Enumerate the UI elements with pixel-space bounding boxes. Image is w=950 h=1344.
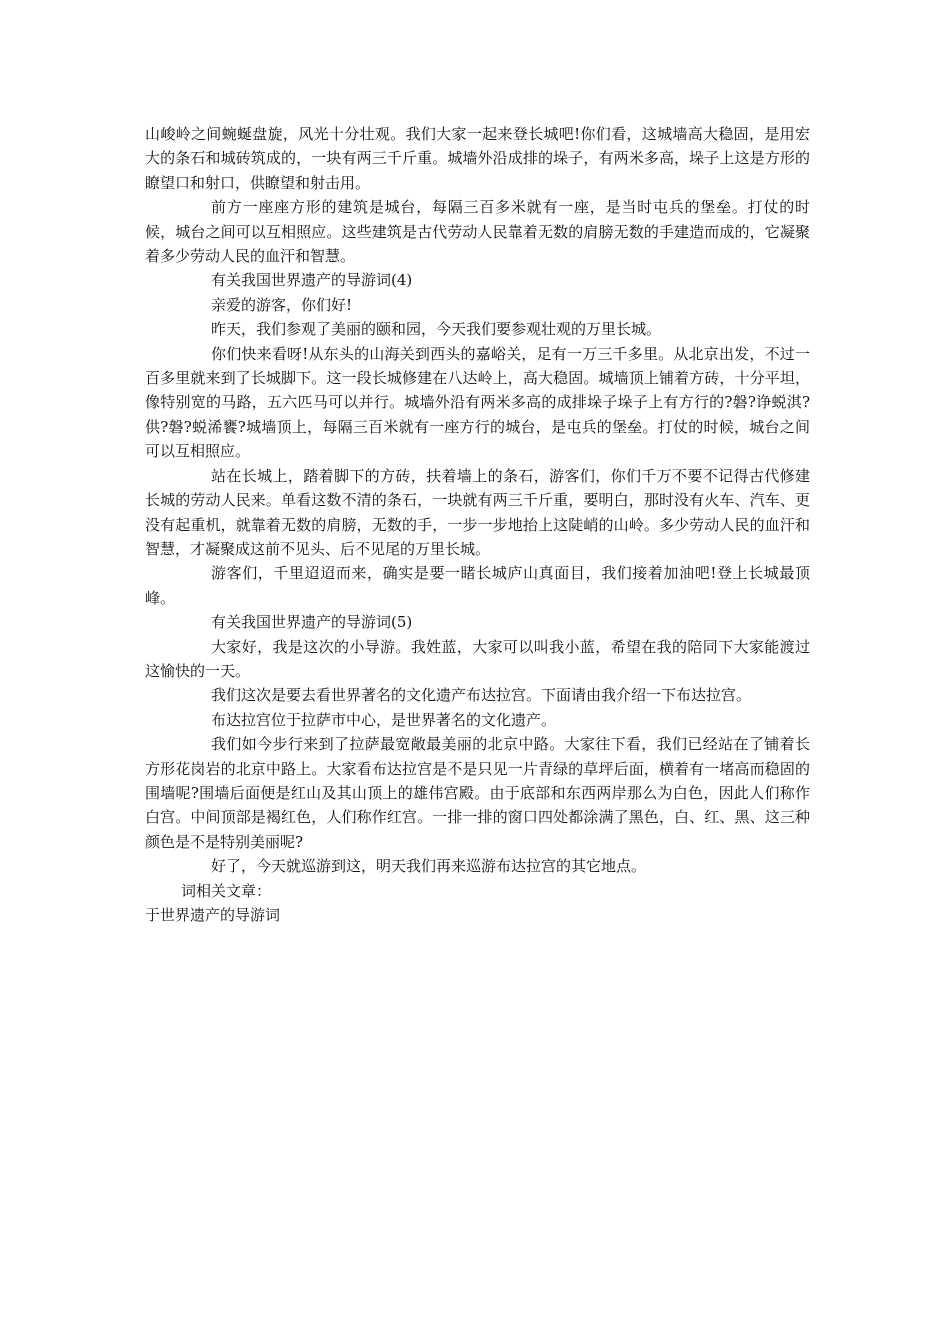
paragraph-guide-intro: 大家好，我是这次的小导游。我姓蓝，大家可以叫我小蓝，希望在我的陪同下大家能渡过这愉快的一天。 (145, 637, 810, 680)
paragraph-closing: 好了，今天就巡游到这，明天我们再来巡游布达拉宫的其它地点。 (211, 857, 647, 876)
paragraph-potala-location: 布达拉宫位于拉萨市中心，是世界著名的文化遗产。 (211, 710, 557, 729)
section-heading-5: 有关我国世界遗产的导游词(5) (211, 613, 413, 632)
paragraph-standing-on-wall: 站在长城上，踏着脚下的方砖，扶着墙上的条石，游客们，你们千万不要不记得古代修建长城的劳动人民来。单看这数不清的条石，一块就有两三千斤重，要明白，那时没有火车、汽车、更没有起重机，就靠着无数的肩膀，无数的手，一步一步地抬上这陡峭的山岭。多少劳动人民的血汗和智慧，才凝聚成这前不见头、后不见尾的万里长城。 (145, 466, 810, 558)
paragraph-greeting: 亲爱的游客，你们好! (211, 295, 353, 314)
paragraph-potala-visit: 我们这次是要去看世界著名的文化遗产布达拉宫。下面请由我介绍一下布达拉宫。 (211, 686, 752, 705)
document-body (145, 122, 810, 927)
related-article-link[interactable]: 于世界遗产的导游词 (145, 906, 281, 924)
paragraph-city-towers: 前方一座座方形的建筑是城台，每隔三百多米就有一座，是当时屯兵的堡垒。打仗的时候，城台之间可以互相照应。这些建筑是古代劳动人民靠着无数的肩膀无数的手建造而成的，它凝聚着多少劳动人民的血汗和智慧。 (145, 198, 810, 266)
section-heading-4: 有关我国世界遗产的导游词(4) (211, 271, 413, 290)
paragraph-yesterday: 昨天，我们参观了美丽的颐和园，今天我们要参观壮观的万里长城。 (211, 320, 662, 339)
paragraph-great-wall-intro: 山峻岭之间蜿蜒盘旋，风光十分壮观。我们大家一起来登长城吧!你们看，这城墙高大稳固，是用宏大的条石和城砖筑成的，一块有两三千斤重。城墙外沿成排的垛子，有两米多高，垛子上这是方形的瞭望口和射口，供瞭望和射击用。 (145, 125, 810, 192)
paragraph-beijing-road: 我们如今步行来到了拉萨最宽敞最美丽的北京中路。大家往下看，我们已经站在了铺着长方形花岗岩的北京中路上。大家看布达拉宫是不是只见一片青绿的草坪后面，横着有一堵高而稳固的围墙呢?围墙后面便是红山及其山顶上的雄伟宫殿。由于底部和东西两岸那么为白色，因此人们称作白宫。中间顶部是褐红色，人们称作红宫。一排一排的窗口四处都涂满了黑色，白、红、黑、这三种颜色是不是特别美丽呢? (145, 735, 810, 851)
related-articles-heading: 词相关文章： (181, 881, 272, 900)
paragraph-climb-summit: 游客们，千里迢迢而来，确实是要一睹长城庐山真面目，我们接着加油吧!登上长城最顶峰。 (145, 564, 810, 607)
paragraph-badaling: 你们快来看呀!从东头的山海关到西头的嘉峪关，足有一万三千多里。从北京出发，不过一百多里就来到了长城脚下。这一段长城修建在八达岭上，高大稳固。城墙顶上铺着方砖，十分平坦，像特别宽的马路，五六匹马可以并行。城墙外沿有两米多高的成排垛子垛子上有方行的?磐?诤蜕淇?供?磐?蜕浠饔?城墙顶上，每隔三百米就有一座方行的城台，是屯兵的堡垒。打仗的时候，城台之间可以互相照应。 (145, 344, 810, 461)
